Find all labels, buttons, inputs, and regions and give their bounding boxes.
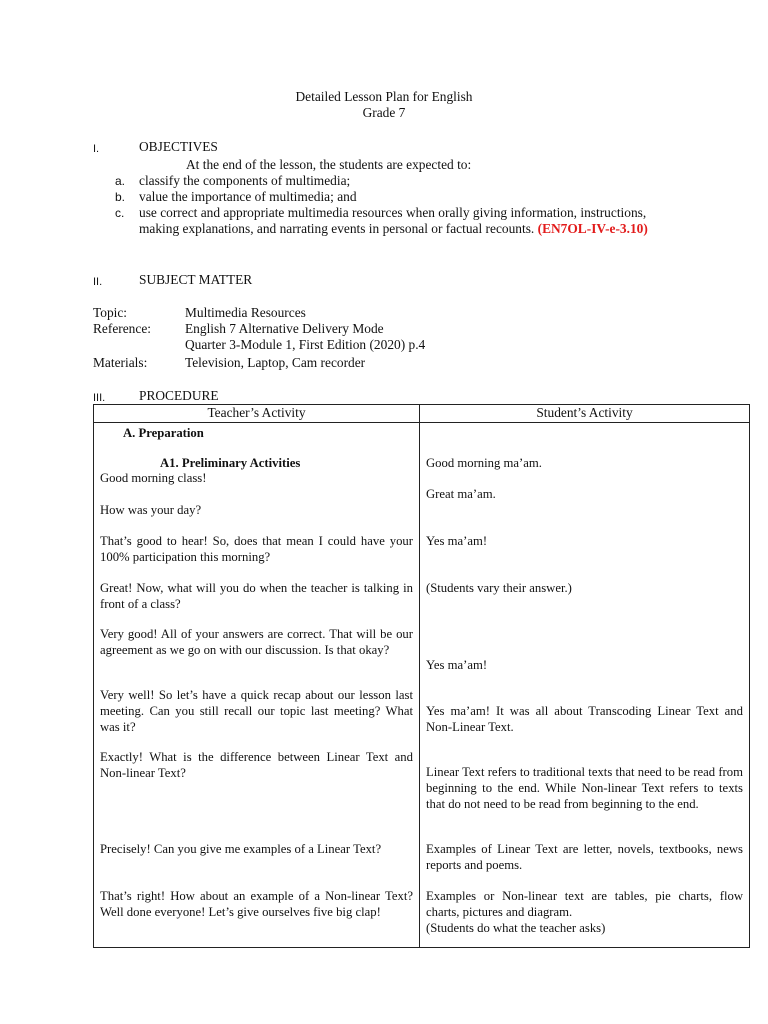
student-line: (Students do what the teacher asks) bbox=[426, 921, 606, 935]
objective-text: classify the components of multimedia; bbox=[139, 173, 351, 188]
competency-code: (EN7OL-IV-e-3.10) bbox=[537, 221, 648, 236]
subject-matter-heading: SUBJECT MATTER bbox=[139, 272, 253, 287]
document-title bbox=[0, 89, 768, 121]
procedure-table bbox=[93, 404, 750, 948]
section-a1-heading: A1. Preliminary Activities bbox=[160, 456, 301, 470]
teacher-line: Precisely! Can you give me examples of a Linear Text? bbox=[100, 842, 382, 856]
student-activity-cell bbox=[420, 423, 750, 948]
topic-row bbox=[93, 305, 306, 321]
teacher-line: Very good! All of your answers are correct. That will be our agreement as we go on with our discussion. Is that okay? bbox=[100, 627, 413, 657]
teacher-line: Great! Now, what will you do when the teacher is talking in front of a class? bbox=[100, 581, 413, 611]
objective-letter: a. bbox=[115, 174, 126, 188]
materials-row bbox=[93, 355, 365, 371]
teacher-line: That’s right! How about an example of a Non-linear Text? Well done everyone! Let’s give ourselves five big clap! bbox=[100, 889, 413, 919]
student-line: Linear Text refers to traditional texts that need to be read from beginning to the end. While Non-linear Text refers to texts that do not need to be read from beginning to the end. bbox=[426, 765, 743, 811]
student-activity-header: Student’s Activity bbox=[420, 405, 750, 423]
teacher-line: Exactly! What is the difference between Linear Text and Non-linear Text? bbox=[100, 750, 413, 780]
objectives-heading: OBJECTIVES bbox=[139, 139, 218, 154]
reference-row bbox=[93, 321, 425, 353]
procedure-heading: PROCEDURE bbox=[139, 388, 219, 403]
subject-matter-number: II. bbox=[93, 276, 103, 288]
materials-value: Television, Laptop, Cam recorder bbox=[185, 355, 366, 370]
objective-item bbox=[115, 189, 655, 205]
objective-text-body: use correct and appropriate multimedia resources when orally giving information, instructions, making explanations, and narrating events in personal or factual recounts. bbox=[139, 205, 647, 236]
topic-value: Multimedia Resources bbox=[185, 305, 306, 320]
objective-item bbox=[115, 205, 655, 237]
teacher-line: How was your day? bbox=[100, 503, 202, 517]
reference-line-1: English 7 Alternative Delivery Mode bbox=[185, 321, 384, 336]
materials-label: Materials: bbox=[93, 355, 148, 370]
teacher-line: Very well! So let’s have a quick recap about our lesson last meeting. Can you still recall our topic last meeting? What was it? bbox=[100, 688, 413, 734]
reference-line-2: Quarter 3-Module 1, First Edition (2020) p.4 bbox=[185, 337, 426, 352]
objectives-number: I. bbox=[93, 143, 100, 155]
teacher-line: Good morning class! bbox=[100, 471, 207, 485]
title-line-1: Detailed Lesson Plan for English bbox=[295, 89, 473, 104]
objective-text: value the importance of multimedia; and bbox=[139, 189, 357, 204]
table-row bbox=[94, 423, 750, 948]
teacher-activity-cell bbox=[94, 423, 420, 948]
student-line: (Students vary their answer.) bbox=[426, 581, 572, 595]
student-line: Yes ma’am! It was all about Transcoding Linear Text and Non-Linear Text. bbox=[426, 704, 743, 734]
student-line: Yes ma’am! bbox=[426, 534, 488, 548]
section-a-heading: A. Preparation bbox=[123, 426, 204, 440]
topic-label: Topic: bbox=[93, 305, 128, 320]
objective-letter: c. bbox=[115, 206, 125, 220]
reference-label: Reference: bbox=[93, 321, 151, 336]
student-line: Great ma’am. bbox=[426, 487, 496, 501]
procedure-number: III. bbox=[93, 392, 106, 404]
student-line: Good morning ma’am. bbox=[426, 456, 542, 470]
title-line-2: Grade 7 bbox=[362, 105, 406, 120]
student-line: Examples of Linear Text are letter, novels, textbooks, news reports and poems. bbox=[426, 842, 743, 872]
objective-item bbox=[115, 173, 655, 189]
student-line: Examples or Non-linear text are tables, pie charts, flow charts, pictures and diagram. bbox=[426, 889, 743, 919]
objective-letter: b. bbox=[115, 190, 126, 204]
student-line: Yes ma’am! bbox=[426, 658, 488, 672]
table-header-row bbox=[94, 405, 750, 423]
teacher-activity-header: Teacher’s Activity bbox=[94, 405, 420, 423]
objective-text bbox=[139, 205, 655, 237]
reference-value bbox=[185, 321, 425, 353]
objectives-list bbox=[115, 173, 655, 237]
objectives-intro: At the end of the lesson, the students are expected to: bbox=[186, 157, 472, 172]
teacher-line: That’s good to hear! So, does that mean I could have your 100% participation this morning? bbox=[100, 534, 413, 564]
